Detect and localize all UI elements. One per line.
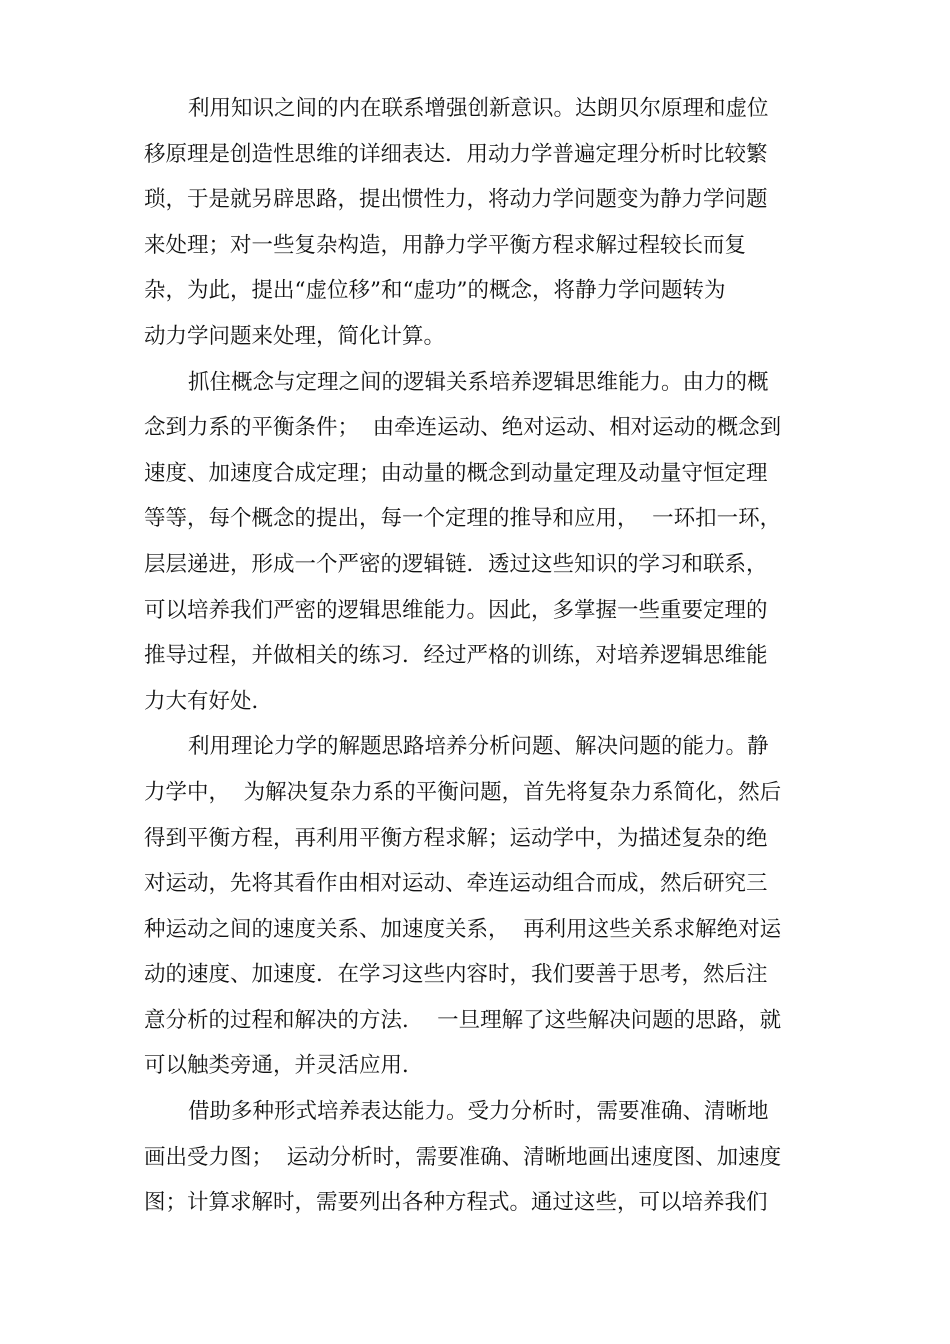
paragraph-line: 琐，于是就另辟思路，提出惯性力，将动力学问题变为静力学问题 (144, 187, 768, 213)
paragraph-line: 念到力系的平衡条件； 由牵连运动、绝对运动、相对运动的概念到 (144, 415, 782, 441)
paragraph-innovation (144, 86, 824, 360)
paragraph-line: 来处理；对一些复杂构造，用静力学平衡方程求解过程较长而复 (144, 232, 747, 258)
paragraph-line: 意分析的过程和解决的方法． 一旦理解了这些解决问题的思路，就 (144, 1007, 782, 1033)
paragraph-line: 得到平衡方程，再利用平衡方程求解；运动学中，为描述复杂的绝 (144, 825, 768, 851)
paragraph-problem-solving (144, 724, 824, 1089)
paragraph-line: 利用理论力学的解题思路培养分析问题、解决问题的能力。静 (188, 734, 769, 760)
paragraph-line: 可以培养我们严密的逻辑思维能力。因此，多掌握一些重要定理的 (144, 597, 768, 623)
paragraph-line: 移原理是创造性思维的详细表达．用动力学普遍定理分析时比较繁 (144, 141, 768, 167)
paragraph-line: 画出受力图； 运动分析时，需要准确、清晰地画出速度图、加速度 (144, 1144, 782, 1170)
paragraph-line: 推导过程，并做相关的练习．经过严格的训练，对培养逻辑思维能 (144, 643, 768, 669)
paragraph-line: 力学中， 为解决复杂力系的平衡问题，首先将复杂力系简化，然后 (144, 779, 782, 805)
paragraph-line: 对运动，先将其看作由相对运动、牵连运动组合而成，然后研究三 (144, 871, 768, 897)
paragraph-line: 杂，为此，提出“虚位移”和“虚功”的概念，将静力学问题转为 (144, 278, 726, 304)
paragraph-line: 抓住概念与定理之间的逻辑关系培养逻辑思维能力。由力的概 (188, 369, 769, 395)
paragraph-line: 种运动之间的速度关系、加速度关系， 再利用这些关系求解绝对运 (144, 916, 782, 942)
paragraph-line: 力大有好处． (144, 688, 274, 714)
paragraph-line: 动力学问题来处理，简化计算。 (144, 323, 446, 349)
paragraph-line: 速度、加速度合成定理；由动量的概念到动量定理及动量守恒定理 (144, 460, 768, 486)
paragraph-line: 可以触类旁通，并灵活应用． (144, 1053, 424, 1079)
document-body (144, 86, 824, 1226)
paragraph-line: 层层递进，形成一个严密的逻辑链．透过这些知识的学习和联系， (144, 551, 768, 577)
paragraph-expression (144, 1089, 824, 1226)
paragraph-line: 利用知识之间的内在联系增强创新意识。达朗贝尔原理和虚位 (188, 96, 769, 121)
paragraph-line: 等等，每个概念的提出，每一个定理的推导和应用， 一环扣一环， (144, 506, 782, 532)
paragraph-line: 借助多种形式培养表达能力。受力分析时，需要准确、清晰地 (188, 1099, 769, 1125)
paragraph-line: 图；计算求解时，需要列出各种方程式。通过这些，可以培养我们 (144, 1190, 768, 1216)
paragraph-line: 动的速度、加速度．在学习这些内容时，我们要善于思考，然后注 (144, 962, 768, 988)
paragraph-logic (144, 360, 824, 725)
